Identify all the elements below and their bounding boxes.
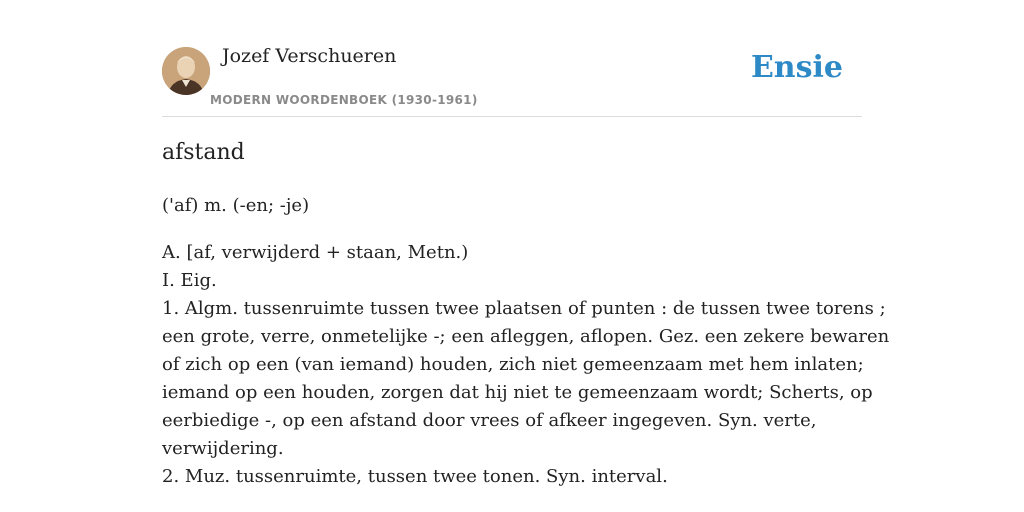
entry-headword: afstand bbox=[162, 140, 245, 165]
author-name[interactable]: Jozef Verschueren bbox=[222, 45, 397, 67]
definition-line: een grote, verre, onmetelijke -; een afleggen, aflopen. Gez. een zekere bewaren bbox=[162, 326, 890, 347]
entry-definition bbox=[162, 239, 890, 491]
source-title[interactable]: MODERN WOORDENBOEK (1930-1961) bbox=[210, 93, 478, 107]
definition-line: 1. Algm. tussenruimte tussen twee plaatsen of punten : de tussen twee torens ; bbox=[162, 298, 886, 319]
brand-logo[interactable]: Ensie bbox=[750, 50, 843, 85]
dictionary-entry-page bbox=[162, 0, 890, 512]
definition-line: of zich op een (van iemand) houden, zich niet gemeenzaam met hem inlaten; bbox=[162, 354, 864, 375]
definition-line: A. [af, verwijderd + staan, Metn.) bbox=[162, 242, 469, 263]
author-portrait-icon bbox=[162, 47, 210, 95]
definition-line: verwijdering. bbox=[162, 438, 284, 459]
definition-line: iemand op een houden, zorgen dat hij niet te gemeenzaam wordt; Scherts, op bbox=[162, 382, 873, 403]
entry-grammar: ('af) m. (-en; -je) bbox=[162, 195, 310, 216]
definition-line: eerbiedige -, op een afstand door vrees of afkeer ingegeven. Syn. verte, bbox=[162, 410, 817, 431]
definition-line: I. Eig. bbox=[162, 270, 217, 291]
page-header bbox=[162, 0, 862, 117]
definition-line: 2. Muz. tussenruimte, tussen twee tonen. Syn. interval. bbox=[162, 466, 668, 487]
author-avatar[interactable] bbox=[162, 47, 210, 95]
